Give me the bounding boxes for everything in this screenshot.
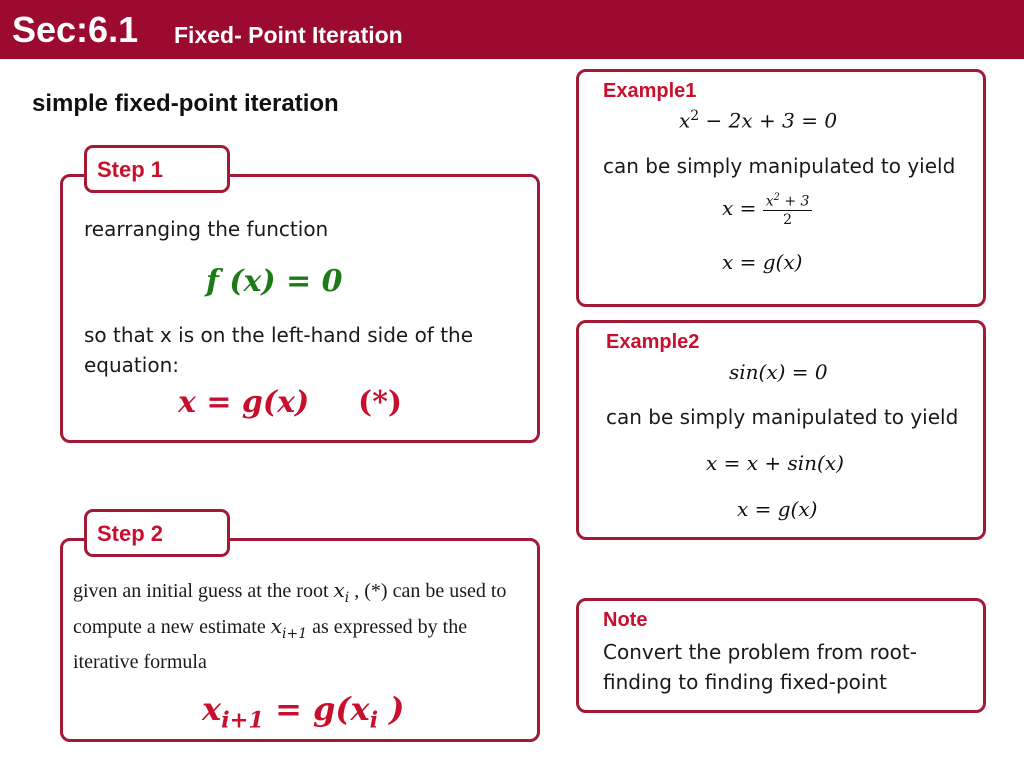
step2-text-a: given an initial guess at the root [73, 580, 329, 602]
example1-title: Example1 [603, 80, 697, 102]
note-title: Note [603, 609, 648, 631]
step1-line2: so that x is on the left-hand side of the equation: [84, 323, 474, 377]
example1-equation: $x^2 - 2x + 3 = 0$ [679, 108, 838, 133]
example1-result: x = g(x) [722, 250, 803, 274]
note-text: Convert the problem from root-finding to finding fixed-point [603, 640, 917, 694]
example2-equation: sin(x) = 0 [729, 360, 828, 384]
slide-subtitle: simple fixed-point iteration [32, 90, 339, 117]
step1-formula: x = g(x) [178, 385, 310, 420]
step2-iterative-formula: $x_{i+1} = g(x_i$ ) [202, 690, 405, 734]
example2-result2: x = g(x) [737, 497, 818, 521]
example2-title: Example2 [606, 331, 700, 353]
step2-text-b: , (*) can be used to compute a new estimate [73, 580, 507, 638]
example1-manipulate-text: can be simply manipulated to yield [603, 154, 956, 178]
step1-equation: f (x) = 0 [206, 264, 343, 299]
step1-formula-tag: (*) [358, 385, 403, 420]
step1-line1: rearranging the function [84, 217, 329, 241]
example2-result1: x = x + sin(x) [706, 451, 844, 475]
title-bar [0, 0, 1024, 59]
section-title: Fixed- Point Iteration [174, 22, 403, 48]
step2-text [73, 576, 513, 676]
step2-xi1-symbol: $x_{i+1}$ [270, 614, 308, 642]
example1-fraction-eq: x = $\frac{x^2 + 3}{2}$ [722, 190, 812, 229]
step2-tab: Step 2 [84, 509, 230, 557]
step1-tab: Step 1 [84, 145, 230, 193]
step2-text-c: as expressed by the iterative formula [73, 616, 468, 673]
step2-xi-symbol: $x_i$ [333, 578, 350, 606]
section-number: Sec:6.1 [12, 9, 139, 50]
example2-manipulate-text: can be simply manipulated to yield [606, 405, 959, 429]
